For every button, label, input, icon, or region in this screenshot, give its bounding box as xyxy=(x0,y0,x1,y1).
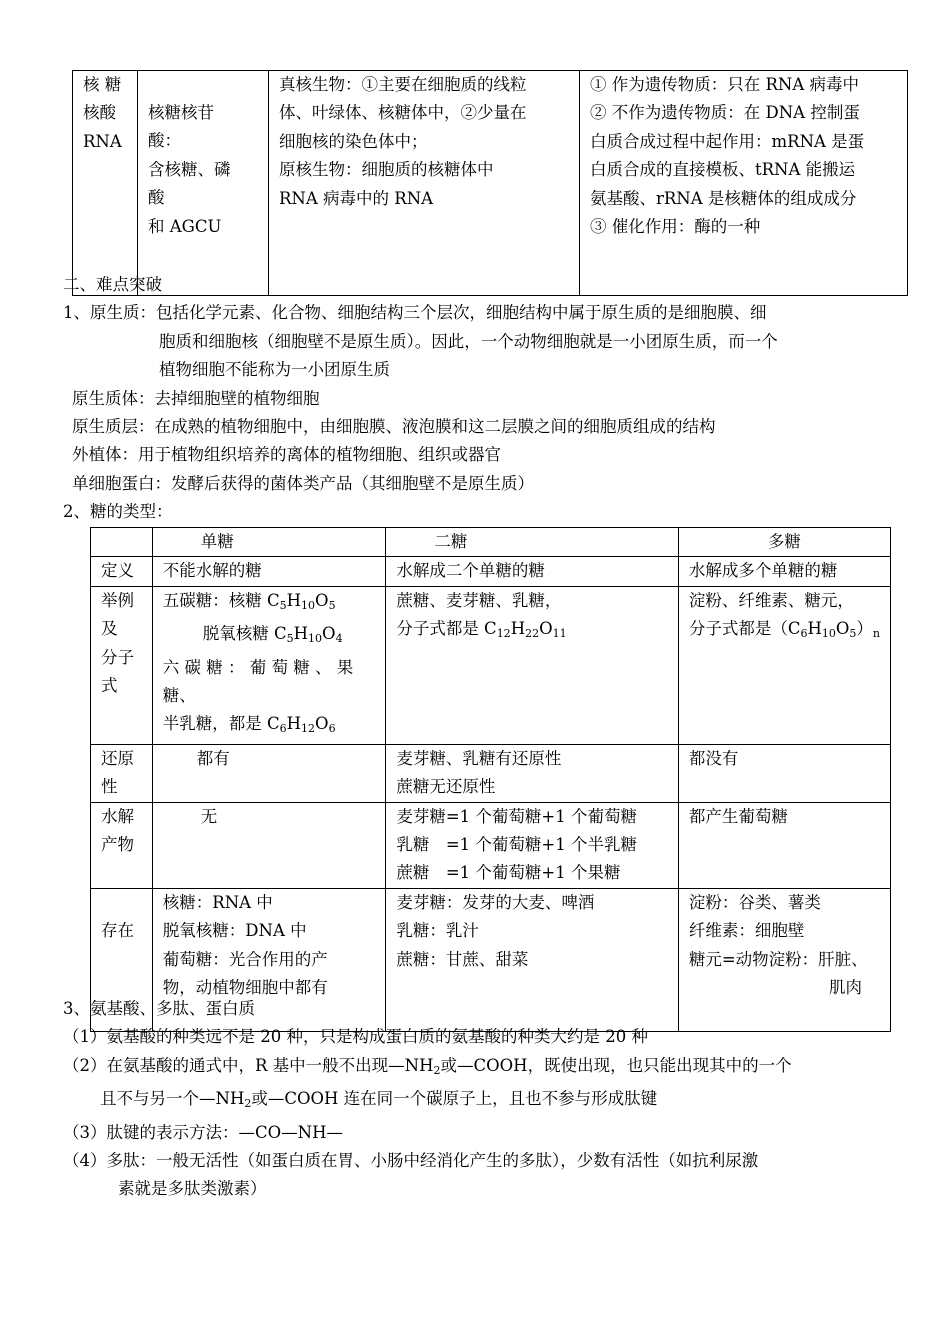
cell-text: 和 AGCU xyxy=(148,216,222,236)
cell-text: 分子式 xyxy=(101,647,134,696)
formula-line: 脱氧核糖 $C_5H_{10}O_4$ xyxy=(202,624,343,646)
cell-text: 举例及 xyxy=(101,590,134,639)
rna-location-cell xyxy=(269,71,580,296)
header-cell: 单糖 xyxy=(152,528,386,557)
table-cell xyxy=(386,744,679,802)
cell-text: 核糖：RNA 中 xyxy=(162,892,273,912)
cell-text: 酸： xyxy=(148,131,181,151)
definition-line: 外植体：用于植物组织培养的离体的植物细胞、组织或器官 xyxy=(72,445,501,465)
table-cell: 都产生葡萄糖 xyxy=(678,802,890,888)
list-item: （2）在氨基酸的通式中，R 基中一般不出现$—NH_2$或—COOH，既使出现，也只能出现其中的一个 xyxy=(63,1055,792,1077)
paragraph-line: 植物细胞不能称为一小团原生质 xyxy=(159,360,390,380)
cell-text: 淀粉：谷类、薯类 xyxy=(688,892,821,912)
formula-line: 分子式都是$(C_6H_{10}O_5)_n$ xyxy=(688,619,880,641)
definition-line: 原生质层：在成熟的植物细胞中，由细胞膜、液泡膜和这二层膜之间的细胞质组成的结构 xyxy=(72,417,716,437)
header-cell: 多糖 xyxy=(678,528,890,557)
row-label: 存在 xyxy=(91,888,153,1031)
cell-text: ② 不作为遗传物质：在 DNA 控制蛋 xyxy=(590,103,860,123)
table-row xyxy=(91,586,891,744)
cell-text: 麦芽糖、乳糖有还原性 xyxy=(396,748,562,768)
table-row xyxy=(73,71,908,296)
cell-text: 糖、 xyxy=(162,686,196,706)
cell-text: RNA xyxy=(83,131,122,151)
cell-text: 乳糖 =1 个葡萄糖+1 个半乳糖 xyxy=(396,835,637,855)
section-amino-acids xyxy=(0,995,950,1204)
list-item-continuation: 素就是多肽类激素） xyxy=(118,1179,267,1199)
section-heading: 3、氨基酸、多肽、蛋白质 xyxy=(63,999,255,1018)
row-label xyxy=(91,586,153,744)
cell-text: 蔗糖、麦芽糖、乳糖， xyxy=(396,590,562,610)
list-item: （1）氨基酸的种类远不是 20 种，只是构成蛋白质的氨基酸的种类大约是 20 种 xyxy=(63,1027,648,1047)
table-cell xyxy=(386,802,679,888)
cell-text: 蔗糖：甘蔗、甜菜 xyxy=(396,949,529,969)
cell-text: 脱氧核糖：DNA 中 xyxy=(162,921,307,941)
cell-text: 纤维素：细胞壁 xyxy=(688,921,805,941)
cell-text: 酸 xyxy=(148,188,165,208)
rna-name-cell xyxy=(73,71,138,296)
table-cell xyxy=(152,586,386,744)
cell-text: ① 作为遗传物质：只在 RNA 病毒中 xyxy=(590,75,860,94)
cell-text: 水解 xyxy=(101,806,134,826)
row-label: 定义 xyxy=(91,557,153,586)
cell-text: 蔗糖无还原性 xyxy=(396,777,496,797)
table-row xyxy=(91,802,891,888)
table-cell: 都没有 xyxy=(678,744,890,802)
paragraph-line: 胞质和细胞核（细胞壁不是原生质）。因此，一个动物细胞就是一小团原生质，而一个 xyxy=(159,331,778,351)
cell-text: RNA 病毒中的 RNA xyxy=(279,188,434,208)
formula-line: 分子式都是 $C_{12}H_{22}O_{11}$ xyxy=(396,619,567,641)
list-item: （3）肽键的表示方法：—CO—NH— xyxy=(63,1122,343,1142)
table-cell: 无 xyxy=(152,802,386,888)
cell-text: 细胞核的染色体中； xyxy=(279,131,428,151)
cell-text: 氨基酸、rRNA 是核糖体的组成成分 xyxy=(590,188,857,208)
list-item-continuation: 且不与另一个$—NH_2$或—COOH 连在同一个碳原子上，且也不参与形成肽键 xyxy=(100,1089,658,1111)
cell-text: 乳糖：乳汁 xyxy=(396,921,479,941)
table-cell xyxy=(678,586,890,744)
cell-text: 核糖核苷 xyxy=(148,103,214,122)
cell-text: 蔗糖 =1 个葡萄糖+1 个果糖 xyxy=(396,863,621,883)
header-cell xyxy=(91,528,153,557)
cell-text: ③ 催化作用：酶的一种 xyxy=(590,217,761,237)
formula-line: 半乳糖，都是 $C_6H_{12}O_6$ xyxy=(162,714,336,736)
cell-text: 麦芽糖：发芽的大麦、啤酒 xyxy=(396,892,595,912)
row-label: 还原性 xyxy=(91,744,153,802)
cell-text: 真核生物：①主要在细胞质的线粒 xyxy=(279,75,527,94)
formula-line: 五碳糖：核糖 $C_5H_{10}O_5$ xyxy=(162,590,336,612)
cell-text: 淀粉、纤维素、糖元， xyxy=(688,590,854,610)
cell-text: 物，动植物细胞中都有 xyxy=(162,978,328,998)
cell-text: 白质合成的直接模板、tRNA 能搬运 xyxy=(590,160,856,180)
cell-text: 葡萄糖：光合作用的产 xyxy=(162,949,328,969)
definition-line: 单细胞蛋白：发酵后获得的菌体类产品（其细胞壁不是原生质） xyxy=(72,473,534,493)
cell-text: 核酸 xyxy=(83,103,116,123)
cell-text: 肌肉 xyxy=(829,978,862,998)
table-cell: 都有 xyxy=(152,744,386,802)
rna-composition-cell xyxy=(138,71,269,296)
table-cell: 不能水解的糖 xyxy=(152,557,386,586)
paragraph-line: 1、原生质：包括化学元素、化合物、细胞结构三个层次，细胞结构中属于原生质的是细胞膜、细 xyxy=(63,303,767,323)
cell-text: 麦芽糖=1 个葡萄糖+1 个葡萄糖 xyxy=(396,806,637,826)
cell-text: 产物 xyxy=(101,835,134,855)
rna-function-cell xyxy=(580,71,908,296)
definition-line: 原生质体：去掉细胞壁的植物细胞 xyxy=(72,388,320,408)
cell-text: 糖元=动物淀粉：肝脏、 xyxy=(688,949,868,969)
row-label xyxy=(91,802,153,888)
cell-text: 白质合成过程中起作用：mRNA 是蛋 xyxy=(590,131,865,151)
cell-text: 原核生物：细胞质的核糖体中 xyxy=(279,160,494,180)
table-row xyxy=(91,557,891,586)
table-row xyxy=(91,744,891,802)
rna-table xyxy=(72,70,908,296)
sugar-table xyxy=(90,527,891,1032)
table-header-row xyxy=(91,528,891,557)
table-cell: 水解成二个单糖的糖 xyxy=(386,557,679,586)
section-heading: 二、难点突破 xyxy=(63,275,162,294)
header-cell: 二糖 xyxy=(386,528,679,557)
section-difficulties xyxy=(0,271,950,527)
list-item: （4）多肽：一般无活性（如蛋白质在胃、小肠中经消化产生的多肽），少数有活性（如抗利尿激 xyxy=(63,1151,759,1171)
cell-text: 六 碳 糖 ： 葡 萄 糖 、 果 xyxy=(162,657,354,677)
paragraph-line: 2、糖的类型： xyxy=(63,502,173,522)
table-cell: 水解成多个单糖的糖 xyxy=(678,557,890,586)
table-cell xyxy=(386,586,679,744)
cell-text: 体、叶绿体、核糖体中，②少量在 xyxy=(279,103,527,123)
cell-text: 含核糖、磷 xyxy=(148,159,231,179)
cell-text: 核 糖 xyxy=(83,75,122,94)
